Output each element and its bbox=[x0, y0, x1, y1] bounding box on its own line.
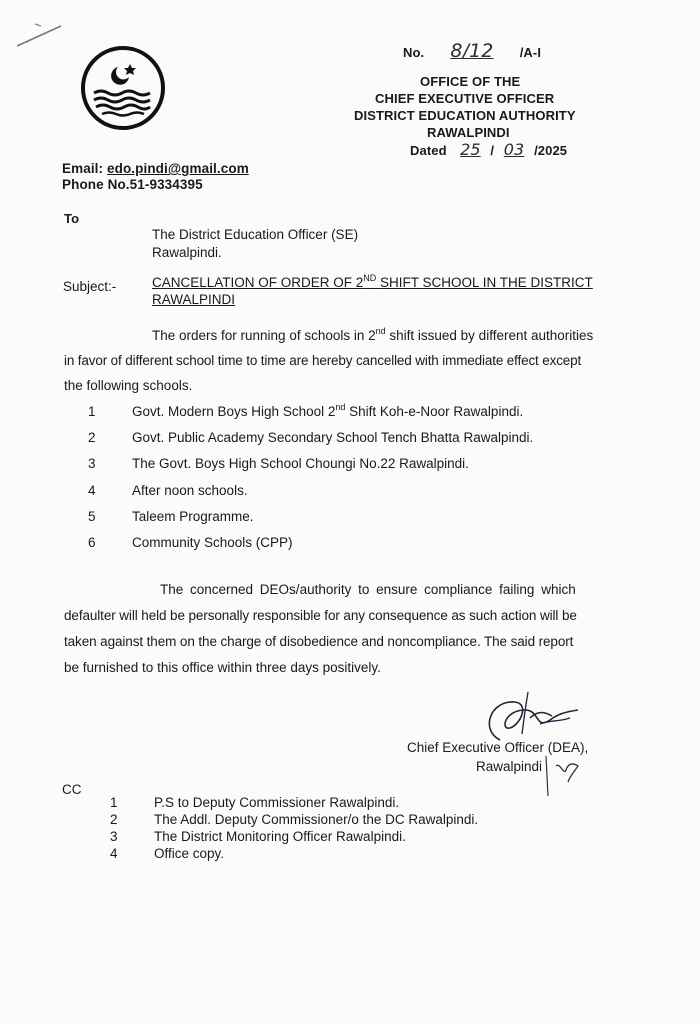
paragraph2-line1: The concerned DEOs/authority to ensure compliance failing which bbox=[160, 582, 576, 597]
to-label: To bbox=[64, 211, 80, 226]
recipient-line1: The District Education Officer (SE) bbox=[152, 227, 359, 242]
recipient-line2: Rawalpindi. bbox=[152, 245, 222, 260]
dated-line: Dated 25 / 03 /2025 bbox=[410, 140, 568, 159]
pen-mark bbox=[15, 20, 65, 50]
signatory-line1: Chief Executive Officer (DEA), bbox=[407, 740, 589, 755]
school-list: 1 Govt. Modern Boys High School 2nd Shift Koh-e-Noor Rawalpindi. 2 Govt. Public Academy Secondary School Tench Bhatta Rawalpindi. 3 The Govt. Boys High School Choungi No.22 Rawalpindi. 4 After noon schools. 5 Taleem Programme. 6 Community Schools (CPP) bbox=[88, 402, 534, 550]
email-line: Email: edo.pindi@gmail.com bbox=[62, 161, 249, 176]
paragraph2-line4: be furnished to this office within three days positively. bbox=[64, 660, 381, 675]
paragraph2-line2: defaulter will held be personally responsible for any consequence as such action will be bbox=[64, 608, 577, 623]
reference-handwritten: 8/12 bbox=[450, 40, 494, 62]
subject-label: Subject:- bbox=[63, 279, 117, 294]
office-header-line3: DISTRICT EDUCATION AUTHORITY bbox=[354, 108, 576, 123]
cc-list: 1 P.S to Deputy Commissioner Rawalpindi. 2 The Addl. Deputy Commissioner/o the DC Rawalpindi. 3 The District Monitoring Officer Rawalpindi. 4 Office copy. bbox=[110, 795, 479, 861]
cc-label: CC bbox=[62, 782, 82, 797]
paragraph1-line2: in favor of different school time to time are hereby cancelled with immediate effect except bbox=[64, 353, 582, 368]
paragraph1-line3: the following schools. bbox=[64, 378, 193, 393]
phone-line: Phone No.51-9334395 bbox=[62, 177, 203, 192]
office-header-line4: RAWALPINDI bbox=[427, 125, 510, 140]
paragraph1-line1: The orders for running of schools in 2nd shift issued by different authorities bbox=[152, 326, 594, 343]
subject-line1: CANCELLATION OF ORDER OF 2ND SHIFT SCHOOL IN THE DISTRICT bbox=[152, 273, 593, 290]
government-logo bbox=[80, 45, 166, 131]
office-header-line1: OFFICE OF THE bbox=[420, 74, 521, 89]
reference-number: No. 8/12 /A-I bbox=[403, 40, 542, 62]
subject-line2: RAWALPINDI bbox=[152, 292, 236, 307]
office-header-line2: CHIEF EXECUTIVE OFFICER bbox=[375, 91, 555, 106]
signatory-line2: Rawalpindi bbox=[476, 759, 543, 774]
email-address[interactable]: edo.pindi@gmail.com bbox=[106, 161, 249, 176]
paragraph2-line3: taken against them on the charge of disobedience and noncompliance. The said report bbox=[64, 634, 574, 649]
